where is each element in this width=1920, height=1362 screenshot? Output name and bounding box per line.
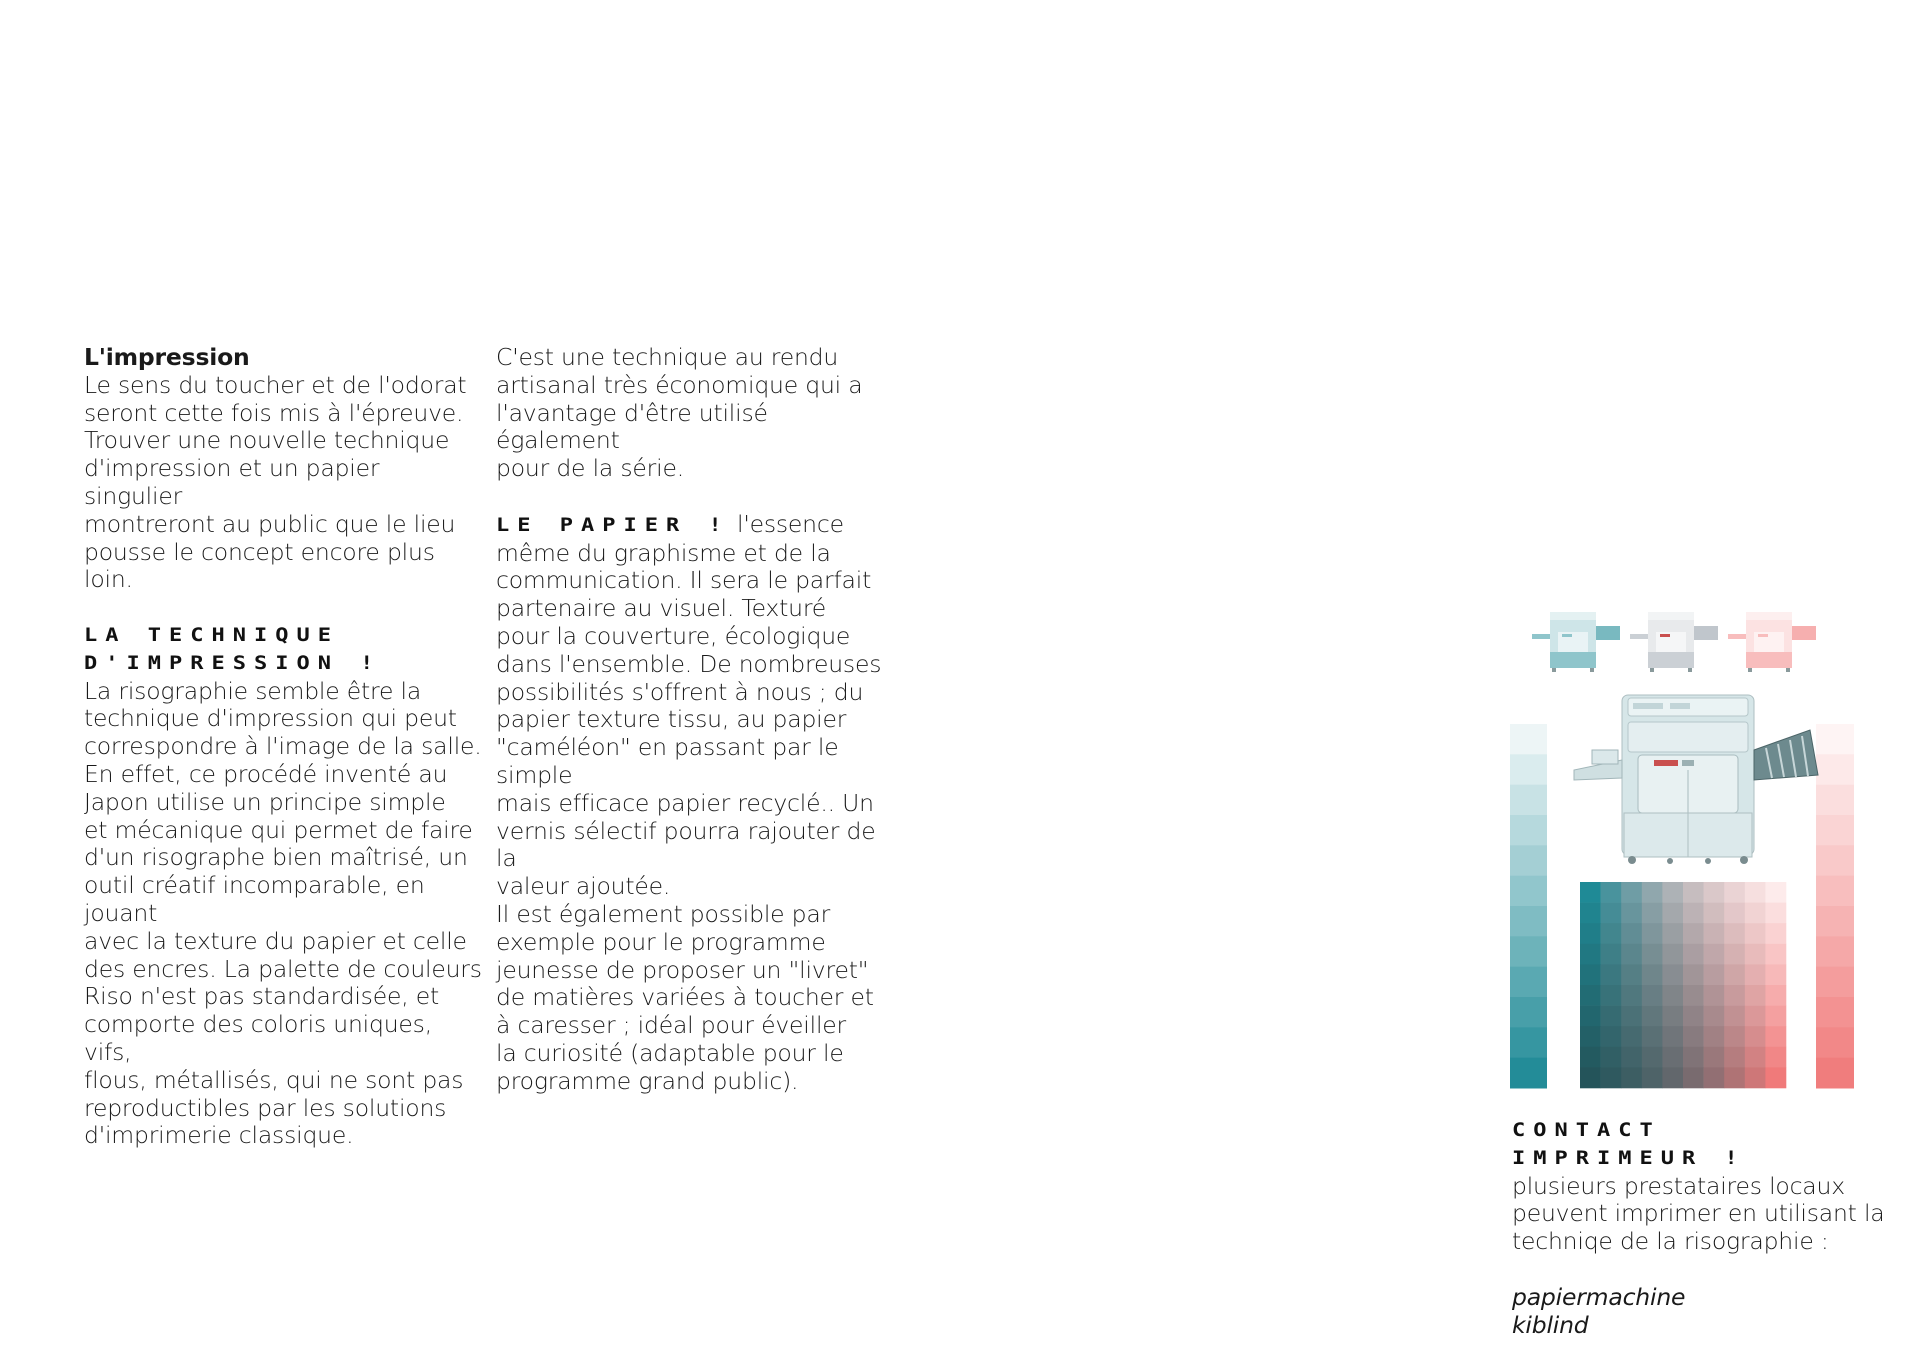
matrix-cell: [1724, 903, 1745, 924]
risograph-printer-icon: [1574, 695, 1818, 864]
technique-paragraph: La risographie semble être la technique d'impression qui peut correspondre à l'image de la salle. En effet, ce procédé inventé au Japon utilise un principe simple et mécanique qui permet de faire d'un risographe bien maîtrisé, un outil créatif incomparable, en jouant avec la texture du papier et celle des encres. La palette de couleurs Riso n'est pas standardisée, et comporte des coloris uniques, vifs, flous, métallisés, qui ne sont pas reproductibles par les solutions d'imprimerie classique.: [84, 676, 482, 1150]
matrix-cell: [1704, 985, 1725, 1006]
matrix-cell: [1683, 1026, 1704, 1047]
teal-swatch: [1510, 724, 1547, 755]
matrix-cell: [1601, 1047, 1622, 1068]
matrix-cell: [1642, 903, 1663, 924]
matrix-cell: [1683, 985, 1704, 1006]
pink-swatch: [1816, 997, 1854, 1028]
contact-paragraph: plusieurs prestataires locaux peuvent imprimer en utilisant la techniqe de la risographie :: [1512, 1171, 1885, 1256]
matrix-cell: [1580, 1026, 1601, 1047]
color-matrix-grid: [1580, 882, 1786, 1088]
matrix-cell: [1642, 944, 1663, 965]
matrix-cell: [1683, 1006, 1704, 1027]
matrix-cell: [1601, 964, 1622, 985]
matrix-cell: [1621, 944, 1642, 965]
matrix-cell: [1601, 882, 1622, 903]
matrix-cell: [1621, 1067, 1642, 1088]
matrix-cell: [1580, 964, 1601, 985]
matrix-cell: [1765, 1006, 1786, 1027]
matrix-cell: [1704, 944, 1725, 965]
paper-heading: LE PAPIER !: [496, 514, 730, 536]
printer-name-1: papiermachine: [1512, 1282, 1686, 1311]
matrix-cell: [1662, 944, 1683, 965]
technique-heading-line2: D'IMPRESSION !: [84, 652, 382, 674]
matrix-cell: [1642, 1067, 1663, 1088]
small-printer-icons: [1532, 612, 1816, 672]
matrix-cell: [1580, 882, 1601, 903]
pink-swatch: [1816, 906, 1854, 937]
matrix-cell: [1765, 882, 1786, 903]
pink-swatch: [1816, 1058, 1854, 1089]
matrix-cell: [1724, 944, 1745, 965]
matrix-cell: [1704, 923, 1725, 944]
matrix-cell: [1642, 985, 1663, 1006]
matrix-cell: [1683, 1047, 1704, 1068]
matrix-cell: [1745, 1047, 1766, 1068]
matrix-cell: [1724, 1067, 1745, 1088]
matrix-cell: [1765, 1047, 1786, 1068]
matrix-cell: [1621, 1026, 1642, 1047]
matrix-cell: [1601, 1067, 1622, 1088]
matrix-cell: [1724, 882, 1745, 903]
technique-heading-line1: LA TECHNIQUE: [84, 624, 339, 647]
matrix-cell: [1662, 903, 1683, 924]
section-title: L'impression: [84, 343, 250, 371]
matrix-cell: [1601, 1026, 1622, 1047]
matrix-cell: [1683, 923, 1704, 944]
matrix-cell: [1621, 1006, 1642, 1027]
matrix-cell: [1642, 1006, 1663, 1027]
matrix-cell: [1621, 903, 1642, 924]
left-column: [84, 344, 484, 1150]
pink-gradient-strip: [1816, 724, 1854, 1089]
matrix-cell: [1704, 1006, 1725, 1027]
teal-swatch: [1510, 815, 1547, 846]
matrix-cell: [1580, 944, 1601, 965]
matrix-cell: [1724, 923, 1745, 944]
teal-swatch: [1510, 1058, 1547, 1089]
matrix-cell: [1621, 1047, 1642, 1068]
matrix-cell: [1745, 882, 1766, 903]
matrix-cell: [1745, 944, 1766, 965]
matrix-cell: [1745, 985, 1766, 1006]
matrix-cell: [1704, 882, 1725, 903]
pink-swatch: [1816, 724, 1854, 755]
matrix-cell: [1724, 1026, 1745, 1047]
teal-swatch: [1510, 845, 1547, 876]
teal-swatch: [1510, 967, 1547, 998]
matrix-cell: [1724, 964, 1745, 985]
matrix-cell: [1704, 903, 1725, 924]
matrix-cell: [1765, 1067, 1786, 1088]
matrix-cell: [1765, 903, 1786, 924]
matrix-cell: [1745, 1067, 1766, 1088]
matrix-cell: [1621, 985, 1642, 1006]
matrix-cell: [1601, 903, 1622, 924]
contact-heading-line2: IMPRIMEUR !: [1512, 1147, 1746, 1169]
small-printer-icon: [1728, 612, 1816, 672]
matrix-cell: [1662, 1047, 1683, 1068]
paper-paragraph: même du graphisme et de la communication. Il sera le parfait partenaire au visuel. Texturé pour la couverture, écologique dans l'ensemble. De nombreuses possibilités s'offrent à nous ; du papier texture tissu, au papier "caméléon" en passant par le simple mais efficace papier recyclé.. Un vernis sélectif pourra rajouter de la valeur ajoutée. Il est également possible par exemple pour le programme jeunesse de proposer un "livret" de matières variées à toucher et à caresser ; idéal pour éveiller la curiosité (adaptable pour le programme grand public).: [496, 538, 882, 1095]
pink-swatch: [1816, 967, 1854, 998]
matrix-cell: [1621, 964, 1642, 985]
matrix-cell: [1662, 964, 1683, 985]
matrix-cell: [1683, 903, 1704, 924]
matrix-cell: [1580, 1047, 1601, 1068]
teal-swatch: [1510, 785, 1547, 816]
matrix-cell: [1580, 1067, 1601, 1088]
pink-swatch: [1816, 936, 1854, 967]
teal-gradient-strip: [1510, 724, 1547, 1089]
pink-swatch: [1816, 785, 1854, 816]
matrix-cell: [1662, 985, 1683, 1006]
middle-column: [496, 344, 896, 1096]
matrix-cell: [1765, 985, 1786, 1006]
pink-swatch: [1816, 876, 1854, 907]
matrix-cell: [1724, 1006, 1745, 1027]
matrix-cell: [1662, 1067, 1683, 1088]
matrix-cell: [1765, 923, 1786, 944]
matrix-cell: [1621, 882, 1642, 903]
small-printer-icon: [1532, 612, 1620, 672]
matrix-cell: [1580, 903, 1601, 924]
matrix-cell: [1745, 923, 1766, 944]
matrix-cell: [1642, 1026, 1663, 1047]
matrix-cell: [1601, 923, 1622, 944]
matrix-cell: [1765, 964, 1786, 985]
matrix-cell: [1745, 903, 1766, 924]
teal-swatch: [1510, 906, 1547, 937]
matrix-cell: [1580, 1006, 1601, 1027]
matrix-cell: [1704, 1047, 1725, 1068]
small-printer-icon: [1630, 612, 1718, 672]
matrix-cell: [1662, 1006, 1683, 1027]
paper-heading-line: [496, 511, 896, 540]
matrix-cell: [1724, 1047, 1745, 1068]
matrix-cell: [1765, 944, 1786, 965]
matrix-cell: [1765, 1026, 1786, 1047]
pink-swatch: [1816, 815, 1854, 846]
pink-swatch: [1816, 1027, 1854, 1058]
intro-paragraph-middle: C'est une technique au rendu artisanal très économique qui a l'avantage d'être utilisé également pour de la série.: [496, 343, 863, 483]
matrix-cell: [1621, 923, 1642, 944]
matrix-cell: [1662, 923, 1683, 944]
matrix-cell: [1745, 1006, 1766, 1027]
risograph-printer-illustration: [1510, 600, 1860, 1090]
right-column: [1512, 1117, 1892, 1339]
matrix-cell: [1601, 985, 1622, 1006]
teal-swatch: [1510, 1027, 1547, 1058]
matrix-cell: [1704, 1067, 1725, 1088]
matrix-cell: [1642, 964, 1663, 985]
paper-heading-follow: l'essence: [736, 509, 844, 538]
matrix-cell: [1683, 964, 1704, 985]
matrix-cell: [1642, 1047, 1663, 1068]
contact-heading-line1: CONTACT: [1512, 1119, 1661, 1142]
matrix-cell: [1704, 1026, 1725, 1047]
printer-name-2: kiblind: [1512, 1310, 1589, 1339]
matrix-cell: [1662, 882, 1683, 903]
teal-swatch: [1510, 754, 1547, 785]
teal-swatch: [1510, 936, 1547, 967]
teal-swatch: [1510, 876, 1547, 907]
pink-swatch: [1816, 754, 1854, 785]
matrix-cell: [1745, 1026, 1766, 1047]
pink-swatch: [1816, 845, 1854, 876]
matrix-cell: [1683, 944, 1704, 965]
teal-swatch: [1510, 997, 1547, 1028]
matrix-cell: [1601, 944, 1622, 965]
matrix-cell: [1683, 882, 1704, 903]
intro-paragraph: Le sens du toucher et de l'odorat seront cette fois mis à l'épreuve. Trouver une nouvelle technique d'impression et un papier singulier montreront au public que le lieu pousse le concept encore plus loin.: [84, 370, 467, 594]
matrix-cell: [1704, 964, 1725, 985]
matrix-cell: [1580, 985, 1601, 1006]
matrix-cell: [1580, 923, 1601, 944]
matrix-cell: [1724, 985, 1745, 1006]
matrix-cell: [1683, 1067, 1704, 1088]
matrix-cell: [1642, 923, 1663, 944]
matrix-cell: [1601, 1006, 1622, 1027]
matrix-cell: [1745, 964, 1766, 985]
matrix-cell: [1642, 882, 1663, 903]
matrix-cell: [1662, 1026, 1683, 1047]
